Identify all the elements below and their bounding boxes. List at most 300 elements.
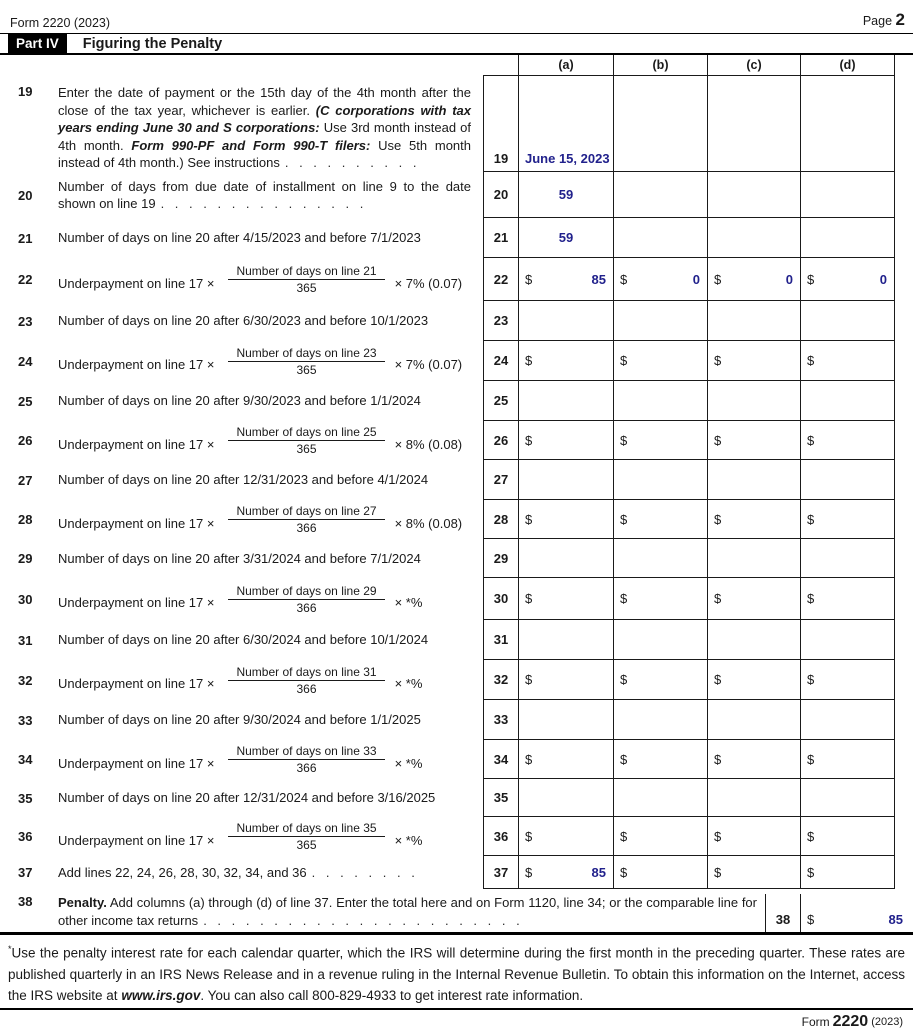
field-value: 85 (591, 271, 606, 287)
field-35c[interactable] (707, 779, 800, 817)
page-number-value: 2 (895, 10, 905, 29)
field-31a[interactable] (518, 620, 613, 660)
field-19b[interactable] (613, 75, 707, 172)
underpayment-formula (58, 744, 471, 775)
formula-prefix: Underpayment on line 17 × (58, 436, 215, 452)
line-25-number: 25 (18, 393, 33, 409)
fraction-denominator: 366 (296, 521, 317, 535)
line-33-row (0, 700, 913, 740)
line-36-left (0, 817, 483, 856)
line-34-box-number: 34 (483, 740, 518, 779)
dollar-sign: $ (620, 353, 628, 368)
line-31-number: 31 (18, 632, 33, 648)
fraction-denominator: 366 (296, 600, 317, 615)
field-33a[interactable] (518, 700, 613, 740)
line-26-left (0, 421, 483, 460)
fraction-numerator: Number of days on line 35 (228, 821, 384, 837)
field-25b[interactable] (613, 381, 707, 421)
penalty-total-value: 85 (888, 912, 903, 927)
line-22-box-number: 22 (483, 258, 518, 301)
description-text: Number of days on line 20 after 4/15/2023 and before 7/1/2023 (58, 230, 421, 246)
part-iv-bar (0, 33, 913, 55)
dollar-sign: $ (714, 511, 722, 527)
underpayment-formula (58, 504, 471, 535)
line-24-number: 24 (18, 353, 33, 369)
line-19-description (58, 84, 483, 172)
line-21-number: 21 (18, 230, 33, 246)
line-22-row (0, 258, 913, 301)
field-27c[interactable] (707, 460, 800, 500)
field-34b[interactable] (613, 740, 707, 779)
line-26-row (0, 421, 913, 460)
underpayment-formula (58, 264, 471, 295)
line-20-number: 20 (18, 187, 33, 203)
field-19d[interactable] (800, 75, 895, 172)
line-27-number: 27 (18, 472, 33, 488)
dollar-sign: $ (807, 511, 815, 527)
field-24d[interactable] (800, 341, 895, 381)
line-21-description (58, 229, 483, 247)
fraction-numerator: Number of days on line 27 (228, 504, 384, 520)
part-title: Figuring the Penalty (82, 35, 223, 52)
formula-prefix: Underpayment on line 17 × (58, 275, 215, 291)
line-21-row (0, 218, 913, 258)
field-30c[interactable] (707, 578, 800, 620)
field-21b[interactable] (613, 218, 707, 258)
field-22b[interactable] (613, 258, 707, 301)
line-20-row (0, 172, 913, 218)
line-33-left (0, 700, 483, 740)
dollar-sign: $ (525, 672, 533, 687)
dollar-sign: $ (807, 672, 815, 687)
column-header-a: (a) (518, 55, 613, 75)
line-21-box-number: 21 (483, 218, 518, 258)
field-33b[interactable] (613, 700, 707, 740)
formula-prefix: Underpayment on line 17 × (58, 832, 215, 848)
dollar-sign: $ (525, 432, 533, 448)
field-21c[interactable] (707, 218, 800, 258)
dollar-sign: $ (807, 864, 815, 880)
dollar-sign: $ (525, 591, 533, 606)
field-20d[interactable] (800, 172, 895, 218)
column-header-b: (b) (613, 55, 707, 75)
line-31-description (58, 631, 483, 649)
fraction-denominator: 366 (296, 681, 317, 696)
formula-rate: × *% (394, 832, 423, 848)
line-20-box-number: 20 (483, 172, 518, 218)
formula-prefix: Underpayment on line 17 × (58, 595, 215, 610)
underpayment-formula (58, 584, 471, 615)
field-32c[interactable] (707, 660, 800, 700)
fraction (228, 425, 384, 456)
field-34a[interactable] (518, 740, 613, 779)
line-27-left (0, 460, 483, 500)
line-33-box-number: 33 (483, 700, 518, 740)
field-26d[interactable] (800, 421, 895, 460)
description-text: Number of days on line 20 after 9/30/2024 and before 1/1/2025 (58, 712, 421, 728)
line-25-description (58, 392, 483, 410)
field-37c[interactable] (707, 856, 800, 889)
line-30-left (0, 578, 483, 620)
field-22c[interactable] (707, 258, 800, 301)
line-34-row (0, 740, 913, 779)
dollar-sign: $ (620, 828, 628, 844)
line-37-row (0, 856, 913, 889)
footnote-text: Use the penalty interest rate for each calendar quarter, which the IRS will determine during the first month in the preceding quarter. These rates are published quarterly in an IRS News Release and in a revenue ruling in the Internal Revenue Bulletin. To obtain this information on the Internet, access the IRS website at (8, 945, 905, 1003)
field-26a[interactable] (518, 421, 613, 460)
fraction (228, 584, 384, 615)
underpayment-formula (58, 821, 471, 852)
line-32-number: 32 (18, 672, 33, 688)
field-30b[interactable] (613, 578, 707, 620)
field-25a[interactable] (518, 381, 613, 421)
field-value: 85 (591, 864, 606, 880)
field-30a[interactable] (518, 578, 613, 620)
field-26c[interactable] (707, 421, 800, 460)
line-37-box-number: 37 (483, 856, 518, 889)
field-29c[interactable] (707, 539, 800, 578)
line-30-box-number: 30 (483, 578, 518, 620)
field-19a[interactable] (518, 75, 613, 172)
field-21d[interactable] (800, 218, 895, 258)
fraction (228, 665, 384, 696)
field-21a[interactable] (518, 218, 613, 258)
field-19c[interactable] (707, 75, 800, 172)
description-segment: Use 5th month instead of 4th month.) See instructions (58, 137, 472, 170)
formula-rate: × 8% (0.08) (394, 515, 463, 531)
dollar-sign: $ (807, 828, 815, 844)
field-32a[interactable] (518, 660, 613, 700)
line-29-box-number: 29 (483, 539, 518, 578)
field-29d[interactable] (800, 539, 895, 578)
formula-prefix: Underpayment on line 17 × (58, 676, 215, 691)
fraction-numerator: Number of days on line 25 (228, 425, 384, 441)
field-27d[interactable] (800, 460, 895, 500)
dollar-sign: $ (714, 432, 722, 448)
footnote-text: . You can also call 800-829-4933 to get interest rate information. (200, 987, 584, 1003)
footnote-text: www.irs.gov (121, 987, 201, 1003)
field-28a[interactable] (518, 500, 613, 539)
line-28-description (58, 504, 483, 535)
field-34d[interactable] (800, 740, 895, 779)
underpayment-formula (58, 425, 471, 456)
field-35a[interactable] (518, 779, 613, 817)
fraction-denominator: 366 (296, 761, 317, 775)
line-32-description (58, 665, 483, 696)
field-33d[interactable] (800, 700, 895, 740)
line-23-box-number: 23 (483, 301, 518, 341)
line-20-description (58, 178, 483, 213)
line-25-left (0, 381, 483, 421)
line-28-box-number: 28 (483, 500, 518, 539)
rate-footnote (0, 935, 913, 1006)
field-25d[interactable] (800, 381, 895, 421)
fraction-denominator: 365 (296, 442, 317, 456)
dot-leader: . . . . . . . . . . . . . . . (160, 196, 364, 211)
field-27b[interactable] (613, 460, 707, 500)
formula-rate: × *% (394, 755, 423, 771)
field-37d[interactable] (800, 856, 895, 889)
description-text: Number of days on line 20 after 9/30/2023 and before 1/1/2024 (58, 393, 421, 409)
dollar-sign: $ (714, 828, 722, 844)
line-35-description (58, 789, 483, 807)
fraction-numerator: Number of days on line 31 (228, 665, 384, 681)
field-23b[interactable] (613, 301, 707, 341)
field-25c[interactable] (707, 381, 800, 421)
field-24a[interactable] (518, 341, 613, 381)
line-27-box-number: 27 (483, 460, 518, 500)
field-34c[interactable] (707, 740, 800, 779)
field-36a[interactable] (518, 817, 613, 856)
field-20c[interactable] (707, 172, 800, 218)
line-19-box-number: 19 (483, 75, 518, 172)
fraction (228, 264, 384, 295)
line-22-number: 22 (18, 272, 33, 287)
fraction (228, 346, 384, 377)
line-32-box-number: 32 (483, 660, 518, 700)
line-28-row (0, 500, 913, 539)
field-20b[interactable] (613, 172, 707, 218)
description-text: Number of days from due date of installment on line 9 to the date shown on line 19 (58, 178, 471, 211)
field-33c[interactable] (707, 700, 800, 740)
field-26b[interactable] (613, 421, 707, 460)
footer-form-year: (2023) (871, 1015, 903, 1028)
formula-prefix: Underpayment on line 17 × (58, 357, 215, 372)
field-value: 59 (558, 187, 574, 202)
field-23d[interactable] (800, 301, 895, 341)
page-label: Page (862, 14, 893, 28)
field-29b[interactable] (613, 539, 707, 578)
field-32d[interactable] (800, 660, 895, 700)
line-36-number: 36 (18, 829, 33, 844)
formula-rate: × 8% (0.08) (394, 436, 463, 452)
dollar-sign: $ (714, 353, 722, 368)
description-text: Add lines 22, 24, 26, 28, 30, 32, 34, and 36 (58, 864, 307, 880)
dollar-sign: $ (525, 271, 533, 287)
line-23-row (0, 301, 913, 341)
line-29-row (0, 539, 913, 578)
fraction (228, 504, 384, 535)
line-29-number: 29 (18, 551, 33, 566)
field-value: 0 (785, 271, 793, 287)
footer-form-number: 2220 (832, 1012, 869, 1030)
page-number (863, 10, 905, 30)
description-text: Number of days on line 20 after 12/31/2024 and before 3/16/2025 (58, 790, 436, 806)
line-23-left (0, 301, 483, 341)
line-38-row (0, 889, 913, 935)
formula-rate: × 7% (0.07) (394, 275, 463, 291)
fraction-numerator: Number of days on line 23 (228, 346, 384, 362)
dollar-sign: $ (714, 591, 722, 606)
dollar-sign: $ (807, 751, 815, 767)
line-26-description (58, 425, 483, 456)
line-28-left (0, 500, 483, 539)
line-31-box-number: 31 (483, 620, 518, 660)
field-23c[interactable] (707, 301, 800, 341)
line-23-description (58, 312, 483, 330)
line-29-description (58, 550, 483, 568)
fraction-denominator: 365 (296, 838, 317, 852)
line-38-box-number: 38 (765, 894, 800, 932)
line-27-row (0, 460, 913, 500)
fraction (228, 821, 384, 852)
field-24c[interactable] (707, 341, 800, 381)
line-36-description (58, 821, 483, 852)
field-37b[interactable] (613, 856, 707, 889)
line-24-description (58, 346, 483, 377)
page-header (0, 0, 913, 33)
line-33-description (58, 711, 483, 729)
line-38-left (0, 889, 765, 932)
field-value: 0 (879, 271, 887, 287)
fraction-numerator: Number of days on line 33 (228, 744, 384, 760)
form-id: Form 2220 (2023) (10, 16, 111, 30)
line-30-description (58, 584, 483, 615)
field-37a[interactable] (518, 856, 613, 889)
field-32b[interactable] (613, 660, 707, 700)
field-28c[interactable] (707, 500, 800, 539)
formula-prefix: Underpayment on line 17 × (58, 515, 215, 531)
description-segment: Use 3rd month instead of 4th month. (58, 120, 472, 153)
page-footer (0, 1010, 913, 1031)
line-38-number: 38 (18, 894, 33, 909)
dollar-sign: $ (714, 864, 722, 880)
field-36d[interactable] (800, 817, 895, 856)
penalty-label: Penalty. (58, 895, 107, 910)
line-38-description (58, 894, 765, 932)
part-label: Part IV (8, 34, 67, 53)
column-header-d: (d) (800, 55, 895, 75)
line-19-number: 19 (18, 84, 33, 99)
fraction-denominator: 365 (296, 362, 317, 377)
field-27a[interactable] (518, 460, 613, 500)
formula-rate: × *% (394, 676, 423, 691)
field-30d[interactable] (800, 578, 895, 620)
column-header-spacer (0, 55, 518, 75)
dollar-sign: $ (620, 432, 628, 448)
dollar-sign: $ (714, 751, 722, 767)
line-31-left (0, 620, 483, 660)
field-29a[interactable] (518, 539, 613, 578)
field-36c[interactable] (707, 817, 800, 856)
line-21-left (0, 218, 483, 258)
underpayment-formula (58, 665, 471, 696)
underpayment-formula (58, 346, 471, 377)
footnote-asterisk: * (8, 944, 12, 954)
field-23a[interactable] (518, 301, 613, 341)
line-35-left (0, 779, 483, 817)
description-text: Number of days on line 20 after 12/31/2023 and before 4/1/2024 (58, 472, 429, 488)
line-34-left (0, 740, 483, 779)
dollar-sign: $ (714, 672, 722, 687)
column-header-row (0, 55, 913, 75)
line-28-number: 28 (18, 512, 33, 527)
line-35-row (0, 779, 913, 817)
line-31-row (0, 620, 913, 660)
line-35-number: 35 (18, 790, 33, 806)
fraction (228, 744, 384, 775)
dollar-sign: $ (807, 271, 815, 287)
line-22-left (0, 258, 483, 301)
line-27-description (58, 471, 483, 489)
line-38-text: Add columns (a) through (d) of line 37. Enter the total here and on Form 1120, line 34; or the comparable line for other income tax returns (58, 895, 757, 928)
dollar-sign: $ (525, 828, 533, 844)
dollar-sign: $ (807, 912, 815, 927)
line-25-row (0, 381, 913, 421)
dollar-sign: $ (620, 511, 628, 527)
dollar-sign: $ (525, 864, 533, 880)
field-value: June 15, 2023 (525, 151, 610, 166)
dot-leader: . . . . . . . . . . (284, 155, 417, 170)
line-24-left (0, 341, 483, 381)
line-37-number: 37 (18, 865, 33, 880)
fraction-denominator: 365 (296, 281, 317, 295)
field-35b[interactable] (613, 779, 707, 817)
dollar-sign: $ (807, 591, 815, 606)
field-28b[interactable] (613, 500, 707, 539)
line-34-number: 34 (18, 752, 33, 767)
description-text: Number of days on line 20 after 3/31/2024 and before 7/1/2024 (58, 550, 421, 566)
description-segment: Form 990-PF and Form 990-T filers: (131, 137, 371, 153)
field-24b[interactable] (613, 341, 707, 381)
field-31d[interactable] (800, 620, 895, 660)
dollar-sign: $ (807, 432, 815, 448)
line-37-description (58, 864, 483, 882)
line-25-box-number: 25 (483, 381, 518, 421)
fraction-numerator: Number of days on line 21 (228, 264, 384, 280)
line-20-left (0, 172, 483, 218)
line-22-description (58, 264, 483, 295)
line-36-box-number: 36 (483, 817, 518, 856)
line-32-row (0, 660, 913, 700)
dot-leader: . . . . . . . . (311, 864, 415, 880)
field-38-penalty[interactable] (800, 894, 913, 932)
field-28d[interactable] (800, 500, 895, 539)
field-31b[interactable] (613, 620, 707, 660)
description-text: Number of days on line 20 after 6/30/2024 and before 10/1/2024 (58, 632, 429, 648)
dollar-sign: $ (620, 672, 628, 687)
line-24-row (0, 341, 913, 381)
field-31c[interactable] (707, 620, 800, 660)
dot-leader: . . . . . . . . . . . . . . . . . . . . . . . (203, 913, 520, 928)
line-29-left (0, 539, 483, 578)
dollar-sign: $ (807, 353, 815, 368)
line-32-left (0, 660, 483, 700)
line-36-row (0, 817, 913, 856)
field-22a[interactable] (518, 258, 613, 301)
field-36b[interactable] (613, 817, 707, 856)
formula-rate: × *% (394, 595, 423, 610)
dollar-sign: $ (620, 864, 628, 880)
description-text: Number of days on line 20 after 6/30/2023 and before 10/1/2023 (58, 313, 429, 329)
line-26-box-number: 26 (483, 421, 518, 460)
dollar-sign: $ (714, 271, 722, 287)
dollar-sign: $ (525, 751, 533, 767)
field-35d[interactable] (800, 779, 895, 817)
line-30-row (0, 578, 913, 620)
line-23-number: 23 (18, 313, 33, 329)
dollar-sign: $ (620, 591, 628, 606)
fraction-numerator: Number of days on line 29 (228, 584, 384, 600)
formula-rate: × 7% (0.07) (394, 357, 463, 372)
column-header-c: (c) (707, 55, 800, 75)
line-30-number: 30 (18, 591, 33, 607)
field-22d[interactable] (800, 258, 895, 301)
formula-prefix: Underpayment on line 17 × (58, 755, 215, 771)
field-20a[interactable] (518, 172, 613, 218)
field-value: 0 (692, 271, 700, 287)
dollar-sign: $ (525, 353, 533, 368)
